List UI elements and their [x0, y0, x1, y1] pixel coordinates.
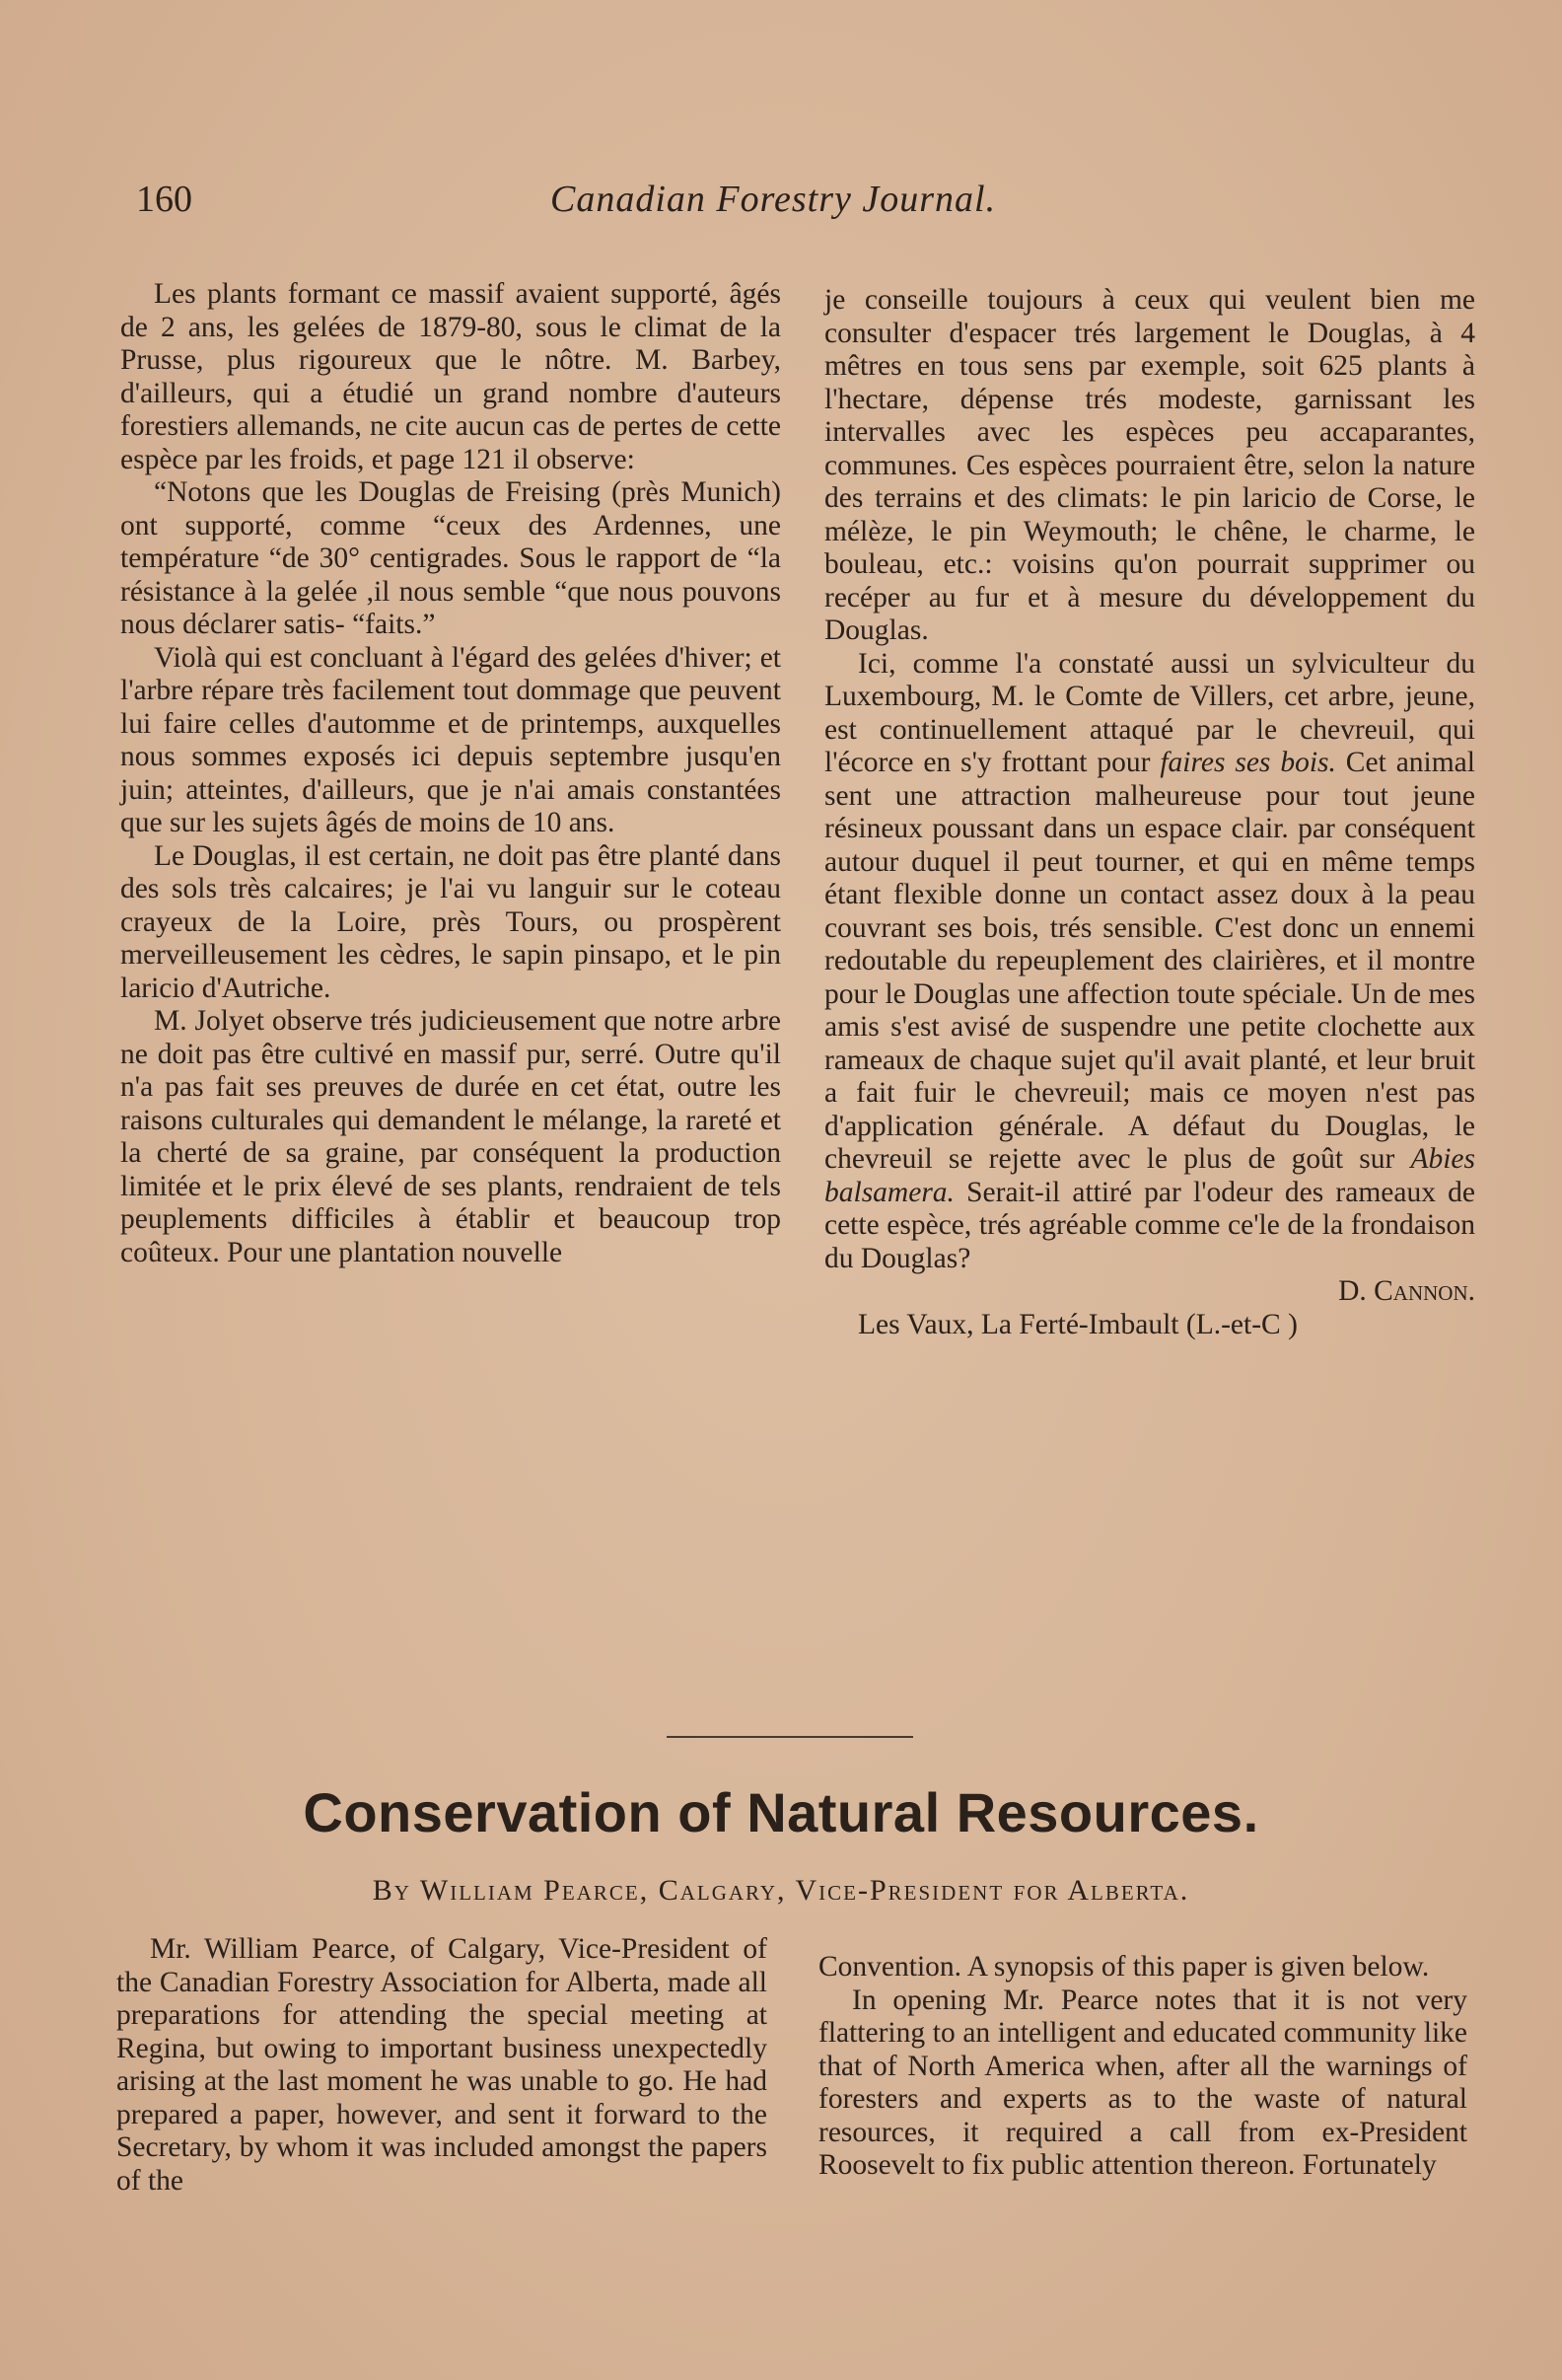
- french-article-column-2: [824, 284, 1475, 1341]
- article-byline: By William Pearce, Calgary, Vice-President for Alberta.: [372, 1874, 1190, 1907]
- text-run: Serait-il attiré par l'odeur des rameaux de cette espèce, trés agréable comme ce'le de la frondaison du Douglas?: [824, 1176, 1475, 1274]
- text-run: Ici, comme l'a constaté aussi un sylviculteur du Luxembourg, M. le Comte de Villers, cet arbre, jeune, est continuellement attaqué par le chevreuil, qui l'écorce en s'y frottant pour: [824, 647, 1475, 778]
- english-article-column-1: [116, 1933, 767, 2198]
- paragraph: M. Jolyet observe trés judicieusement que notre arbre ne doit pas être cultivé en massif pur, serré. Outre qu'il n'a pas fait ses preuves de durée en cet état, outre les raisons culturales qui demandent le mélange, la rareté et la cherté de sa graine, par conséquent la production limitée et le prix élevé de ses plants, rendraient de tels peuplements difficiles à établir et beaucoup trop coûteux. Pour une plantation nouvelle: [120, 1005, 781, 1268]
- article-title: Conservation of Natural Resources.: [303, 1781, 1259, 1843]
- text-run: Cet animal sent une attraction malheureuse pour tout jeune résineux poussant dans un espace clair. par conséquent autour duquel il peut tourner, et qui en même temps étant flexible donne un contact assez doux à la peau couvrant ses bois, trés sensible. C'est donc un ennemi redoutable du repeuplement des clairières, et il montre pour le Douglas une affection toute spéciale. Un de mes amis s'est avisé de suspendre une petite clochette aux rameaux de chaque sujet qu'il avait planté, et leur bruit a fait fuir le chevreuil; mais ce moyen n'est pas d'application générale. A défaut du Douglas, le chevreuil se rejette avec le plus de goût sur: [824, 747, 1475, 1175]
- english-article-column-2: [818, 1951, 1467, 2183]
- french-article-column-1: [120, 278, 781, 1269]
- paragraph: [824, 648, 1475, 1276]
- page-header: [136, 178, 1418, 227]
- author-signature: D. Cannon.: [1338, 1275, 1475, 1307]
- italic-phrase: faires ses bois.: [1160, 747, 1336, 778]
- author-location: Les Vaux, La Ferté-Imbault (L.-et-C ): [858, 1308, 1298, 1340]
- paragraph: Convention. A synopsis of this paper is given below.: [818, 1951, 1430, 1983]
- journal-title: Canadian Forestry Journal.: [550, 179, 997, 220]
- page-number: 160: [136, 179, 192, 220]
- quotation-paragraph: “Notons que les Douglas de Freising (près Munich) ont supporté, comme “ceux des Ardennes, une température “de 30° centigrades. Sous le rapport de “la résistance à la gelée ,il nous semble “que nous pouvons nous déclarer satis- “faits.”: [120, 476, 781, 640]
- section-divider: [667, 1736, 913, 1738]
- paragraph: je conseille toujours à ceux qui veulent bien me consulter d'espacer trés largement le Douglas, à 4 mêtres en tous sens par exemple, soit 625 plants à l'hectare, dépense trés modeste, garnissant les intervalles avec les espèces peu accaparantes, communes. Ces espèces pourraient être, selon la nature des terrains et des climats: le pin laricio de Corse, le mélèze, le pin Weymouth; le chêne, le charme, le bouleau, etc.: voisins qu'on pourrait supprimer ou recéper au fur et à mesure du développement du Douglas.: [824, 284, 1475, 646]
- paragraph: In opening Mr. Pearce notes that it is not very flattering to an intelligent and educated community like that of North America when, after all the warnings of foresters and experts as to the waste of natural resources, it required a call from ex-President Roosevelt to fix public attention thereon. Fortunately: [818, 1983, 1467, 2181]
- italic-phrase: Abies balsamera.: [824, 1143, 1475, 1208]
- paragraph: Violà qui est concluant à l'égard des gelées d'hiver; et l'arbre répare très facilement tout dommage que peuvent lui faire celles d'automme et de printemps, auxquelles nous sommes exposés ici depuis septembre jusqu'en juin; atteintes, d'ailleurs, que je n'ai amais constantées que sur les sujets âgés de moins de 10 ans.: [120, 641, 781, 838]
- paragraph: Mr. William Pearce, of Calgary, Vice-President of the Canadian Forestry Association for Alberta, made all preparations for attending the special meeting at Regina, but owing to important business unexpectedly arising at the last moment he was unable to go. He had prepared a paper, however, and sent it forward to the Secretary, by whom it was included amongst the papers of the: [116, 1933, 767, 2197]
- paragraph: Le Douglas, il est certain, ne doit pas être planté dans des sols très calcaires; je l'ai vu languir sur le coteau crayeux de la Loire, près Tours, ou prospèrent merveilleusement les cèdres, le sapin pinsapo, et le pin laricio d'Autriche.: [120, 839, 781, 1004]
- paragraph: Les plants formant ce massif avaient supporté, âgés de 2 ans, les gelées de 1879-80, sous le climat de la Prusse, plus rigoureux que le nôtre. M. Barbey, d'ailleurs, qui a étudié un grand nombre d'auteurs forestiers allemands, ne cite aucun cas de pertes de cette espèce par les froids, et page 121 il observe:: [120, 278, 781, 475]
